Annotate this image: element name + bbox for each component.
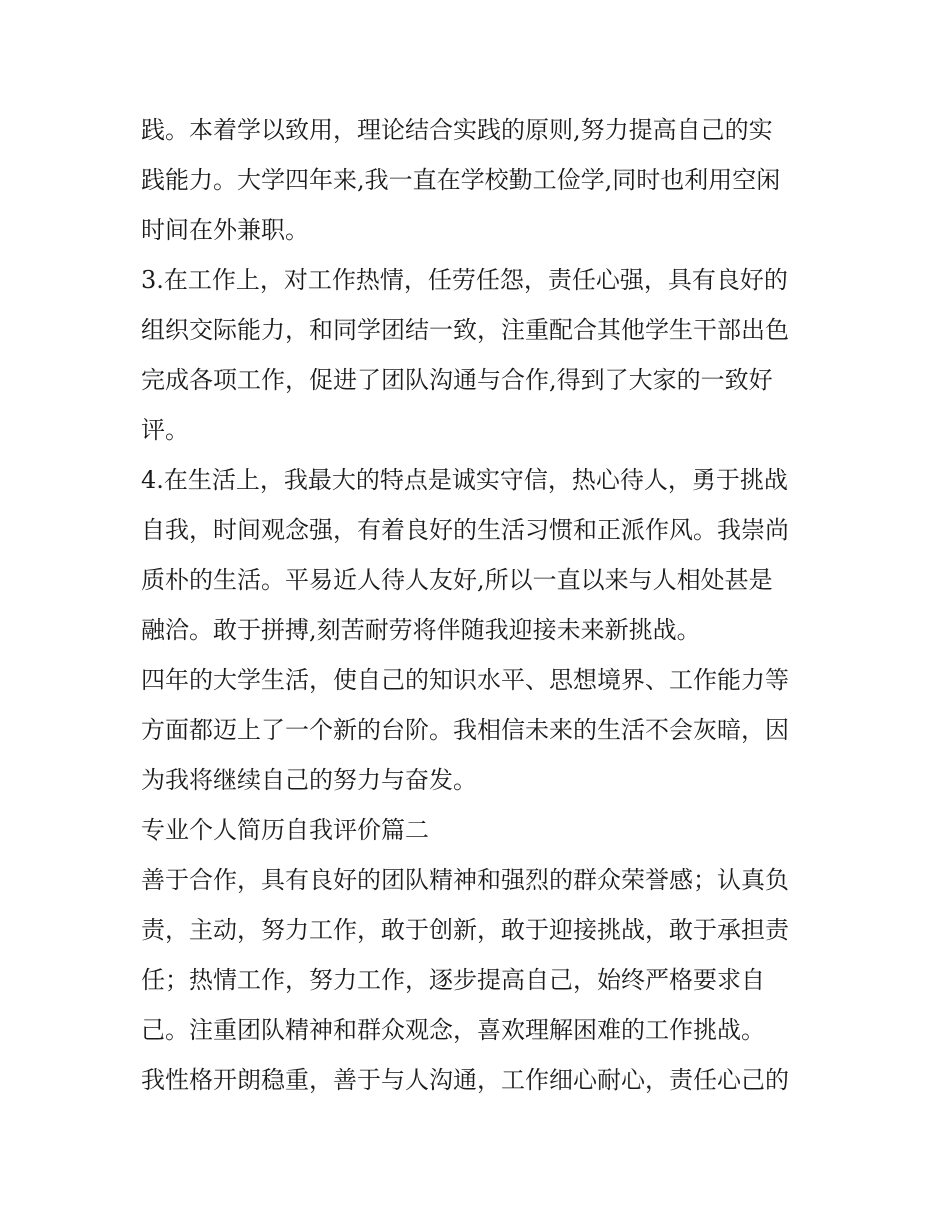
text-line: 时间在外兼职。 (141, 216, 309, 244)
text-line: 评。 (141, 416, 189, 444)
text-line: 完成各项工作，促进了团队沟通与合作,得到了大家的一致好 (141, 366, 773, 394)
text-line: 四年的大学生活，使自己的知识水平、思想境界、工作能力等 (141, 666, 789, 694)
text-line: 融洽。敢于拼搏,刻苦耐劳将伴随我迎接未来新挑战。 (141, 616, 701, 644)
text-line: 责，主动，努力工作，敢于创新，敢于迎接挑战，敢于承担责 (141, 916, 789, 944)
section-heading: 专业个人简历自我评价篇二 (141, 816, 429, 844)
text-line: 践。本着学以致用，理论结合实践的原则,努力提高自己的实 (141, 116, 773, 144)
document-body (141, 105, 821, 1105)
text-line: 为我将继续自己的努力与奋发。 (141, 766, 477, 794)
text-line: 3.在工作上，对工作热情，任劳任怨，责任心强，具有良好的 (141, 266, 788, 294)
text-line: 善于合作，具有良好的团队精神和强烈的群众荣誉感；认真负 (141, 866, 789, 894)
text-line: 组织交际能力，和同学团结一致，注重配合其他学生干部出色 (141, 316, 789, 344)
text-line: 4.在生活上，我最大的特点是诚实守信，热心待人，勇于挑战 (141, 466, 788, 494)
text-line: 方面都迈上了一个新的台阶。我相信未来的生活不会灰暗，因 (141, 716, 789, 744)
text-line: 践能力。大学四年来,我一直在学校勤工俭学,同时也利用空闲 (141, 166, 781, 194)
text-line: 我性格开朗稳重，善于与人沟通，工作细心耐心，责任心己的 (141, 1066, 789, 1094)
text-line: 质朴的生活。平易近人待人友好,所以一直以来与人相处甚是 (141, 566, 773, 594)
text-line: 任；热情工作，努力工作，逐步提高自己，始终严格要求自 (141, 966, 765, 994)
text-line: 自我，时间观念强，有着良好的生活习惯和正派作风。我崇尚 (141, 516, 789, 544)
text-line: 己。注重团队精神和群众观念，喜欢理解困难的工作挑战。 (141, 1016, 765, 1044)
